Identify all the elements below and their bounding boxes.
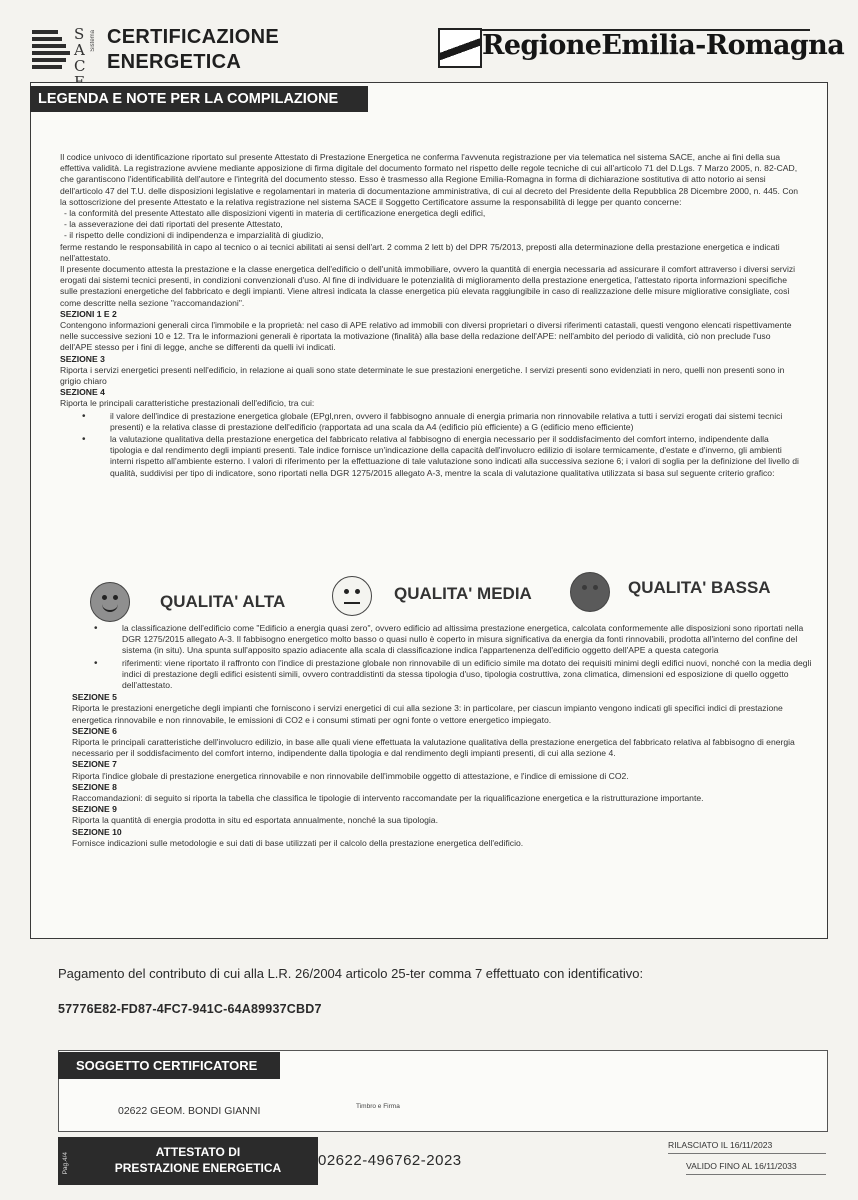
section-title: SEZIONE 5 xyxy=(72,692,117,703)
section-text: Fornisce indicazioni sulle metodologie e sui dati di base utilizzati per il calcolo della prestazione energetica dell'edificio. xyxy=(72,837,524,848)
payment-identifier: 57776E82-FD87-4FC7-941C-64A89937CBD7 xyxy=(58,1002,322,1016)
legend-title: LEGENDA E NOTE PER LA COMPILAZIONE xyxy=(30,86,368,112)
list-item: • il valore dell'indice di prestazione energetica globale (EPgl,nren, ovvero il fabbisogno annuale di energia primaria non rinnovabile relativa a tutti i servizi erogati dai sistemi tecnici presenti) e la relativa classe di prestazione dell'edificio (rapportata ad una scala da A4 (edificio più efficiente) a G (edificio meno efficiente) xyxy=(60,411,800,433)
regione-emblem-icon xyxy=(438,28,482,68)
footer-title: ATTESTATO DI PRESTAZIONE ENERGETICA xyxy=(114,1145,282,1175)
section-title: SEZIONE 6 xyxy=(72,725,117,736)
certificate-code: 02622-496762-2023 xyxy=(318,1152,462,1169)
legend-body xyxy=(60,152,800,480)
regione-name: RegioneEmilia-Romagna xyxy=(482,30,845,61)
quality-low-face-icon xyxy=(570,572,610,612)
list-item: • la classificazione dell'edificio come "Edificio a energia quasi zero", ovvero edificio ad altissima prestazione energetica, calcolata conformemente alle disposizioni sono riportati nella DGR 1275/2015 allegato A-3. Il fabbisogno energetico molto basso o quasi nullo è coperto in misura significativa da energia da fonti rinnovabili, prodotta all'interno del confine del sistema (in situ). Una spunta sull'apposito spazio adiacente alla scala di classificazione indica l'appartenenza dell'edificio oggetto dell'APE a questa categoria xyxy=(72,623,812,657)
quality-high-label: QUALITA' ALTA xyxy=(160,592,286,611)
intro-paragraph: Il codice univoco di identificazione riportato sul presente Attestato di Prestazione Energetica ne conferma l'avvenuta registrazione per via telematica nel sistema SACE, anche ai fini della sua effettiva validità. La registrazione avviene mediante apposizione di firma digitale del documento formato nel rispetto delle regole tecniche di cui all'articolo 71 del D.Lgs. 7 Marzo 2005, n. 82-CAD, che garantiscono l'identificabilità dell'autore e l'integrità del documento stesso. Esso è trasmesso alla Regione Emilia-Romagna in forma di dichiarazione sostitutiva di atto notorio ai sensi dell'articolo 47 del T.U. delle disposizioni legislative e regolamentari in materia di documentazione amministrativa, di cui al decreto del Presidente della Repubblica 28 Dicembre 2000, n. 445. Con la sottoscrizione del presente Attestato e la relativa registrazione nel sistema SACE il Soggetto Certificatore assume la responsabilità di legge per quanto concerne: xyxy=(60,152,799,207)
expiry-date: VALIDO FINO AL 16/11/2033 xyxy=(686,1161,797,1171)
sace-sistema-label: Sistema xyxy=(90,30,96,52)
intro-item: - la conformità del presente Attestato alle disposizioni vigenti in materia di certificazione energetica degli edifici, xyxy=(64,208,486,219)
payment-label: Pagamento del contributo di cui alla L.R. 26/2004 articolo 25-ter comma 7 effettuato con identificativo: xyxy=(58,966,644,981)
section-text: Riporta le principali caratteristiche prestazionali dell'edificio, tra cui: xyxy=(60,398,315,409)
sace-logo xyxy=(32,28,76,74)
certifier-name: 02622 GEOM. BONDI GIANNI xyxy=(118,1105,261,1117)
quality-medium-label: QUALITA' MEDIA xyxy=(394,584,532,603)
section-text: Contengono informazioni generali circa l'immobile e la proprietà: nel caso di APE relativo ad immobili con diversi proprietari o diversi riferimenti catastali, questi vengono elencati rispettivamente nelle successive sezioni 10 e 12. Tra le informazioni generali è riportata la motivazione (finalità) alla base della redazione dell'APE: nell'ambito del periodo di validità, ciò non preclude l'uso dell'APE stesso per i fini di legge, anche se differenti da quelli ivi indicati. xyxy=(60,320,792,353)
quality-low-label: QUALITA' BASSA xyxy=(628,578,771,597)
issue-date-rule xyxy=(668,1153,826,1154)
regione-logo xyxy=(438,28,845,72)
section-title: SEZIONE 7 xyxy=(72,759,117,770)
section-text: Raccomandazioni: di seguito si riporta la tabella che classifica le tipologie di intervento raccomandate per la riqualificazione energetica e la ristrutturazione importante. xyxy=(72,793,704,804)
section-title: SEZIONE 10 xyxy=(72,826,122,837)
page-number: Pag.4/4 xyxy=(62,1152,69,1175)
sace-letters: S A C xyxy=(74,25,86,75)
section-title: SEZIONE 3 xyxy=(60,353,105,364)
quality-scale xyxy=(88,572,808,628)
issue-date: RILASCIATO IL 16/11/2023 xyxy=(668,1140,773,1150)
intro-item: - il rispetto delle condizioni di indipendenza e imparzialità di giudizio, xyxy=(64,230,324,241)
section-title: SEZIONE 8 xyxy=(72,781,117,792)
section-text: Riporta le prestazioni energetiche degli impianti che forniscono i servizi energetici di cui alla sezione 3: in particolare, per ciascun impianto vengono indicati gli specifici indici di prestazione energetica rinnovabile e non rinnovabile, le emissioni di CO2 e i consumi stimati per ogni fonte o vettore energetico impiegato. xyxy=(72,703,783,725)
section-text: Riporta l'indice globale di prestazione energetica rinnovabile e non rinnovabile dell'immobile oggetto di attestazione, e l'indice di emissione di CO2. xyxy=(72,770,629,781)
quality-medium-face-icon xyxy=(332,576,372,616)
section-title: SEZIONI 1 E 2 xyxy=(60,308,117,319)
intro-paragraph: Il presente documento attesta la prestazione e la classe energetica dell'edificio o dell'unità immobiliare, ovvero la quantità di energia necessaria ad assicurare il comfort attraverso i diversi servizi erogati dai sistemi tecnici presenti, in condizioni convenzionali d'uso. Al fine di individuare le potenzialità di miglioramento della prestazione energetica, l'attestato riporta informazioni specifiche sulle prestazioni energetiche del fabbricato e degli impianti. Viene altresì indicata la classe energetica più elevata raggiungibile in caso di realizzazione delle misure migliorative consigliate, così come descritte nella sezione "raccomandazioni". xyxy=(60,264,796,308)
section-text: Riporta i servizi energetici presenti nell'edificio, in relazione ai quali sono state determinate le sue prestazioni energetiche. I servizi presenti sono evidenziati in nero, quelli non presenti sono in grigio chiaro xyxy=(60,364,785,387)
legend-body-continued xyxy=(72,622,812,849)
section-title: SEZIONE 9 xyxy=(72,804,117,815)
expiry-date-rule xyxy=(686,1174,826,1175)
intro-paragraph: ferme restando le responsabilità in capo al tecnico o ai tecnici abilitati ai sensi dell'art. 2 comma 2 lett b) del DPR 75/2013, preposti alla determinazione della prestazione energetica e indicati nell'attestato. xyxy=(60,241,780,263)
intro-item: - la asseverazione dei dati riportati del presente Attestato, xyxy=(64,219,283,230)
section-text: Riporta la quantità di energia prodotta in situ ed esportata annualmente, nonché la sua tipologia. xyxy=(72,815,438,826)
certification-title: CERTIFICAZIONE ENERGETICA xyxy=(107,26,279,73)
certifier-title: SOGGETTO CERTIFICATORE xyxy=(58,1052,280,1079)
section-title: SEZIONE 4 xyxy=(60,387,105,398)
section-text: Riporta le principali caratteristiche dell'involucro edilizio, in base alle quali viene effettuata la valutazione qualitativa della prestazione energetica del fabbricato relativa al fabbisogno di energia necessario per il soddisfacimento del comfort interno, indipendente dalla tipologia e dal rendimento degli impianti presenti, di cui alla sezione 4. xyxy=(72,737,795,759)
list-item: • la valutazione qualitativa della prestazione energetica del fabbricato relativa al fabbisogno di energia necessario per il soddisfacimento del comfort interno, indipendente dalla tipologia e dal rendimento degli impianti presenti. Tale indice fornisce un'indicazione della capacità dell'involucro edilizio di isolare termicamente, d'estate e d'inverno, gli ambienti interni rispetto all'ambiente esterno. I valori di riferimento per la effettuazione di tale valutazione sono indicati alla successiva sezione 6; i valori di soglia per la definizione del livello di qualità, suddivisi per tipo di indicatore, sono riportati nella DGR 1275/2015 allegato A-3, mentre la scala di valutazione qualitativa utilizzata si basa sul seguente criterio grafico: xyxy=(60,434,800,479)
list-item: • riferimenti: viene riportato il raffronto con l'indice di prestazione globale non rinnovabile di un edificio simile ma dotato dei requisiti minimi degli edifici nuovi, nonché con la media degli indici di prestazione degli edifici esistenti simili, ovvero contraddistinti da stessa tipologia d'uso, tipologia costruttiva, zona climatica, dimensioni ed esposizione di quello oggetto dell'attestato. xyxy=(72,658,812,692)
stamp-signature-label: Timbro e Firma xyxy=(356,1103,400,1110)
quality-high-face-icon xyxy=(90,582,130,622)
